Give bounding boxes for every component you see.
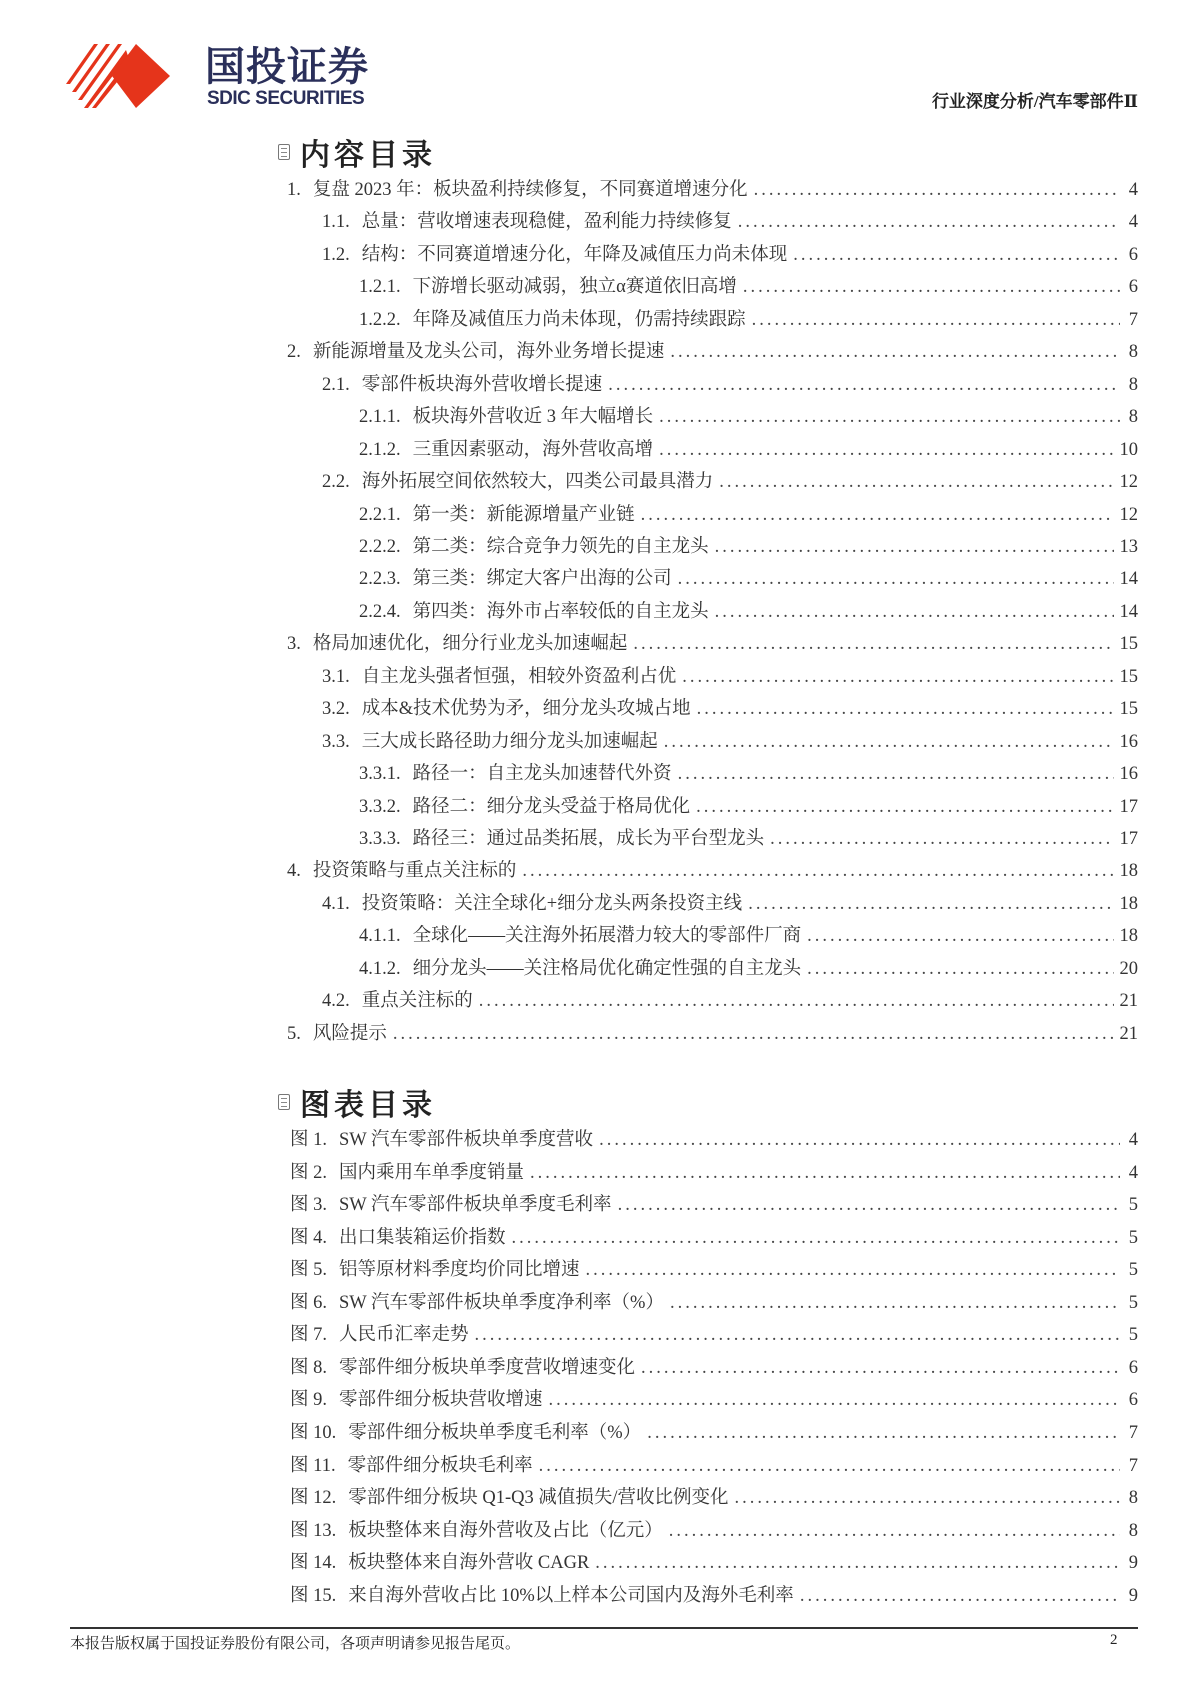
toc-entry[interactable] xyxy=(359,502,1138,528)
figure-entry[interactable] xyxy=(290,1583,1138,1609)
dot-leader xyxy=(618,1192,1120,1218)
dot-leader xyxy=(793,242,1120,268)
entry-title[interactable]: SW 汽车零部件板块单季度净利率（%） xyxy=(339,1292,664,1313)
entry-title[interactable]: SW 汽车零部件板块单季度营收 xyxy=(339,1130,594,1150)
dot-leader xyxy=(659,437,1113,463)
entry-number: 4.1. xyxy=(322,893,350,914)
entry-page: 7 xyxy=(1128,1422,1138,1443)
figure-entry[interactable] xyxy=(290,1453,1138,1479)
dot-leader xyxy=(738,209,1120,235)
dot-leader xyxy=(807,956,1113,982)
dot-leader xyxy=(647,1420,1120,1446)
dot-leader xyxy=(475,1322,1120,1348)
entry-title[interactable]: 零部件细分板块单季度毛利率（%） xyxy=(348,1422,642,1443)
toc-entry[interactable] xyxy=(322,891,1138,917)
dot-leader xyxy=(682,664,1113,690)
entry-number: 4.1.1. xyxy=(359,926,401,947)
entry-number: 图 2. xyxy=(290,1162,328,1183)
entry-title[interactable]: 复盘 2023 年：板块盈利持续修复，不同赛道增速分化 xyxy=(312,180,748,200)
figure-entry[interactable] xyxy=(290,1387,1138,1413)
entry-page: 14 xyxy=(1119,569,1138,590)
dot-leader xyxy=(549,1387,1120,1413)
entry-title[interactable]: 三大成长路径助力细分龙头加速崛起 xyxy=(361,731,658,752)
dot-leader xyxy=(595,1550,1120,1576)
dot-leader xyxy=(807,923,1113,949)
entry-number: 3.2. xyxy=(322,699,350,720)
entry-page: 8 xyxy=(1128,1520,1138,1541)
entry-title[interactable]: 成本&技术优势为矛，细分龙头攻城占地 xyxy=(361,699,691,720)
entry-number: 4.2. xyxy=(322,991,350,1012)
toc-entry[interactable] xyxy=(287,1021,1138,1047)
entry-number: 2.1.2. xyxy=(359,439,401,460)
dot-leader xyxy=(735,1485,1120,1511)
entry-title[interactable]: 海外拓展空间依然较大，四类公司最具潜力 xyxy=(361,472,714,493)
toc-entry[interactable] xyxy=(322,372,1138,398)
entry-page: 7 xyxy=(1128,309,1138,330)
entry-title[interactable]: 年降及减值压力尚未体现，仍需持续跟踪 xyxy=(412,309,746,330)
dot-leader xyxy=(599,1127,1120,1153)
footer-disclaimer: 本报告版权属于国投证券股份有限公司，各项声明请参见报告尾页。 xyxy=(70,1636,521,1652)
figure-entry[interactable] xyxy=(290,1257,1138,1283)
page-number: 2 xyxy=(1110,1632,1118,1648)
dot-leader xyxy=(633,631,1113,657)
toc-entry[interactable] xyxy=(359,534,1138,560)
dot-leader xyxy=(393,1021,1114,1047)
footer-divider xyxy=(70,1627,1138,1629)
toc-entry[interactable] xyxy=(287,631,1138,657)
entry-page: 18 xyxy=(1119,861,1138,882)
entry-number: 图 6. xyxy=(290,1292,328,1313)
dot-leader xyxy=(678,761,1114,787)
toc-entry[interactable] xyxy=(322,988,1138,1014)
entry-page: 17 xyxy=(1119,796,1138,817)
entry-page: 5 xyxy=(1128,1292,1138,1313)
entry-title[interactable]: 零部件细分板块 Q1-Q3 减值损失/营收比例变化 xyxy=(348,1488,729,1509)
entry-page: 6 xyxy=(1128,244,1138,265)
figure-entry[interactable] xyxy=(290,1290,1138,1316)
dot-leader xyxy=(748,891,1113,917)
entry-number: 2.2.1. xyxy=(359,504,401,525)
toc-entry[interactable] xyxy=(359,956,1138,982)
figure-entry[interactable] xyxy=(290,1192,1138,1218)
entry-number: 3.3. xyxy=(322,731,350,752)
toc-entry[interactable] xyxy=(322,209,1138,235)
entry-title[interactable]: 第一类：新能源增量产业链 xyxy=(412,504,635,525)
toc-entry[interactable] xyxy=(359,437,1138,463)
toc-entry[interactable] xyxy=(287,858,1138,884)
entry-number: 图 11. xyxy=(290,1455,336,1476)
dot-leader xyxy=(664,729,1114,755)
entry-page: 9 xyxy=(1128,1585,1138,1606)
toc-entry[interactable] xyxy=(322,469,1138,495)
entry-page: 21 xyxy=(1119,991,1138,1012)
entry-number: 2.1. xyxy=(322,374,350,395)
entry-title[interactable]: 第二类：综合竞争力领先的自主龙头 xyxy=(412,536,709,557)
figure-entry[interactable] xyxy=(290,1127,1138,1153)
brand-name-cn: 国投证券 xyxy=(205,44,369,90)
entry-number: 图 5. xyxy=(290,1260,328,1281)
entry-page: 21 xyxy=(1119,1023,1138,1044)
entry-title[interactable]: 国内乘用车单季度销量 xyxy=(339,1162,525,1183)
entry-title[interactable]: 第四类：海外市占率较低的自主龙头 xyxy=(412,601,709,622)
entry-number: 4.1.2. xyxy=(359,958,401,979)
entry-number: 2.2.2. xyxy=(359,536,401,557)
entry-title[interactable]: 板块整体来自海外营收及占比（亿元） xyxy=(348,1520,663,1541)
dot-leader xyxy=(715,534,1114,560)
entry-page: 17 xyxy=(1119,829,1138,849)
report-type: 行业深度分析/汽车零部件Ⅱ xyxy=(931,92,1138,111)
entry-title[interactable]: 人民币汇率走势 xyxy=(339,1325,469,1346)
dot-leader xyxy=(670,1290,1120,1316)
entry-page: 5 xyxy=(1128,1325,1138,1346)
entry-page: 4 xyxy=(1128,212,1138,233)
entry-title[interactable]: 风险提示 xyxy=(312,1023,387,1044)
entry-title[interactable]: 新能源增量及龙头公司，海外业务增长提速 xyxy=(312,342,665,363)
entry-number: 1. xyxy=(287,180,301,200)
entry-number: 1.2. xyxy=(322,244,350,265)
entry-page: 20 xyxy=(1119,958,1138,979)
entry-page: 12 xyxy=(1119,504,1138,525)
entry-title[interactable]: 路径三：通过品类拓展，成长为平台型龙头 xyxy=(412,829,765,849)
toc-entry[interactable] xyxy=(322,242,1138,268)
document-icon xyxy=(278,144,290,160)
entry-page: 8 xyxy=(1128,374,1138,395)
entry-page: 8 xyxy=(1128,1488,1138,1509)
entry-number: 2.2.4. xyxy=(359,601,401,622)
entry-number: 2. xyxy=(287,342,301,363)
entry-number: 3.3.2. xyxy=(359,796,401,817)
entry-page: 5 xyxy=(1128,1260,1138,1281)
entry-number: 1.2.1. xyxy=(359,277,401,298)
dot-leader xyxy=(696,794,1113,820)
entry-number: 图 15. xyxy=(290,1585,337,1606)
entry-page: 4 xyxy=(1128,1130,1138,1150)
toc-entry[interactable] xyxy=(359,566,1138,592)
entry-page: 15 xyxy=(1119,666,1138,687)
entry-number: 2.2. xyxy=(322,472,350,493)
entry-title[interactable]: 路径二：细分龙头受益于格局优化 xyxy=(412,796,691,817)
entry-number: 3.3.3. xyxy=(359,829,401,849)
entry-page: 6 xyxy=(1128,1390,1138,1411)
figure-entry[interactable] xyxy=(290,1355,1138,1381)
dot-leader xyxy=(752,307,1120,333)
entry-page: 15 xyxy=(1119,699,1138,720)
entry-page: 8 xyxy=(1128,407,1138,428)
entry-title[interactable]: 总量：营收增速表现稳健，盈利能力持续修复 xyxy=(361,212,732,233)
entry-number: 图 9. xyxy=(290,1390,328,1411)
figures-heading xyxy=(278,1080,436,1124)
entry-page: 12 xyxy=(1119,472,1138,493)
entry-number: 3.1. xyxy=(322,666,350,687)
entry-number: 3.3.1. xyxy=(359,764,401,785)
entry-title[interactable]: 重点关注标的 xyxy=(361,991,473,1012)
toc-entry[interactable] xyxy=(359,923,1138,949)
entry-number: 图 12. xyxy=(290,1488,337,1509)
toc-entry[interactable] xyxy=(359,274,1138,300)
dot-leader xyxy=(719,469,1113,495)
figure-entry[interactable] xyxy=(290,1160,1138,1186)
entry-page: 13 xyxy=(1119,536,1138,557)
entry-page: 18 xyxy=(1119,893,1138,914)
entry-page: 5 xyxy=(1128,1227,1138,1248)
entry-title[interactable]: 自主龙头强者恒强，相较外资盈利占优 xyxy=(361,666,677,687)
entry-page: 4 xyxy=(1128,1162,1138,1183)
dot-leader xyxy=(479,988,1114,1014)
entry-number: 3. xyxy=(287,634,301,655)
entry-number: 图 7. xyxy=(290,1325,328,1346)
dot-leader xyxy=(678,566,1114,592)
figure-entry[interactable] xyxy=(290,1225,1138,1251)
toc-title: 内容目录 xyxy=(300,139,436,172)
entry-page: 6 xyxy=(1128,277,1138,298)
entry-title[interactable]: 三重因素驱动，海外营收高增 xyxy=(412,439,654,460)
toc-entry[interactable] xyxy=(359,794,1138,820)
entry-title[interactable]: 零部件细分板块毛利率 xyxy=(347,1455,533,1476)
figure-entry[interactable] xyxy=(290,1485,1138,1511)
entry-number: 2.1.1. xyxy=(359,407,401,428)
entry-number: 图 4. xyxy=(290,1227,328,1248)
dot-leader xyxy=(530,1160,1120,1186)
dot-leader xyxy=(586,1257,1120,1283)
entry-title[interactable]: 格局加速优化，细分行业龙头加速崛起 xyxy=(312,634,628,655)
entry-page: 18 xyxy=(1119,926,1138,947)
entry-title[interactable]: 路径一：自主龙头加速替代外资 xyxy=(412,764,672,785)
entry-page: 8 xyxy=(1128,342,1138,363)
dot-leader xyxy=(522,858,1113,884)
figures-title: 图表目录 xyxy=(300,1089,436,1122)
entry-page: 10 xyxy=(1119,439,1138,460)
entry-number: 图 13. xyxy=(290,1520,337,1541)
toc-entry[interactable] xyxy=(322,729,1138,755)
entry-number: 2.2.3. xyxy=(359,569,401,590)
entry-title[interactable]: 零部件细分板块营收增速 xyxy=(339,1390,543,1411)
dot-leader xyxy=(641,1355,1120,1381)
entry-title[interactable]: 零部件板块海外营收增长提速 xyxy=(361,374,603,395)
toc-entry[interactable] xyxy=(359,826,1138,852)
toc-entry[interactable] xyxy=(359,761,1138,787)
entry-title[interactable]: 下游增长驱动减弱，独立α赛道依旧高增 xyxy=(412,277,737,298)
entry-title[interactable]: 全球化——关注海外拓展潜力较大的零部件厂商 xyxy=(412,926,802,947)
toc-heading xyxy=(278,130,436,174)
entry-number: 5. xyxy=(287,1023,301,1044)
toc-entry[interactable] xyxy=(322,696,1138,722)
entry-title[interactable]: 板块整体来自海外营收 CAGR xyxy=(348,1553,590,1574)
entry-title[interactable]: 零部件细分板块单季度营收增速变化 xyxy=(339,1357,636,1378)
entry-title[interactable]: 细分龙头——关注格局优化确定性强的自主龙头 xyxy=(412,958,802,979)
dot-leader xyxy=(800,1583,1120,1609)
entry-number: 图 1. xyxy=(290,1130,328,1150)
entry-page: 7 xyxy=(1128,1455,1138,1476)
dot-leader xyxy=(608,372,1120,398)
entry-title[interactable]: 投资策略与重点关注标的 xyxy=(312,861,517,882)
entry-page: 6 xyxy=(1128,1357,1138,1378)
sdic-logo-mark xyxy=(66,44,192,108)
entry-page: 16 xyxy=(1119,731,1138,752)
toc-entry[interactable] xyxy=(287,177,1138,203)
entry-page: 16 xyxy=(1119,764,1138,785)
toc-entry[interactable] xyxy=(322,664,1138,690)
dot-leader xyxy=(743,274,1120,300)
figure-entry[interactable] xyxy=(290,1322,1138,1348)
entry-page: 14 xyxy=(1119,601,1138,622)
brand-name-en: SDIC SECURITIES xyxy=(207,88,365,109)
dot-leader xyxy=(659,404,1120,430)
entry-title[interactable]: 板块海外营收近 3 年大幅增长 xyxy=(412,407,654,428)
entry-title[interactable]: 投资策略：关注全球化+细分龙头两条投资主线 xyxy=(361,893,743,914)
figure-entry[interactable] xyxy=(290,1550,1138,1576)
dot-leader xyxy=(670,339,1120,365)
toc-entry[interactable] xyxy=(359,599,1138,625)
entry-title[interactable]: SW 汽车零部件板块单季度毛利率 xyxy=(339,1195,612,1216)
entry-title[interactable]: 第三类：绑定大客户出海的公司 xyxy=(412,569,672,590)
entry-page: 9 xyxy=(1128,1553,1138,1574)
entry-title[interactable]: 结构：不同赛道增速分化，年降及减值压力尚未体现 xyxy=(361,244,788,265)
entry-number: 1.2.2. xyxy=(359,309,401,330)
entry-number: 图 3. xyxy=(290,1195,328,1216)
dot-leader xyxy=(715,599,1114,625)
dot-leader xyxy=(770,826,1113,852)
dot-leader xyxy=(697,696,1114,722)
entry-number: 图 14. xyxy=(290,1553,337,1574)
dot-leader xyxy=(669,1518,1120,1544)
entry-number: 图 10. xyxy=(290,1422,337,1443)
document-icon xyxy=(278,1094,290,1110)
toc-entry[interactable] xyxy=(359,404,1138,430)
entry-page: 15 xyxy=(1119,634,1138,655)
entry-number: 4. xyxy=(287,861,301,882)
entry-title[interactable]: 出口集装箱运价指数 xyxy=(339,1227,506,1248)
dot-leader xyxy=(512,1225,1120,1251)
figure-entry[interactable] xyxy=(290,1518,1138,1544)
dot-leader xyxy=(641,502,1114,528)
entry-number: 1.1. xyxy=(322,212,350,233)
toc-entry[interactable] xyxy=(359,307,1138,333)
entry-title[interactable]: 铝等原材料季度均价同比增速 xyxy=(339,1260,580,1281)
entry-number: 图 8. xyxy=(290,1357,328,1378)
figure-entry[interactable] xyxy=(290,1420,1138,1446)
entry-page: 4 xyxy=(1128,180,1138,200)
entry-page: 5 xyxy=(1128,1195,1138,1216)
entry-title[interactable]: 来自海外营收占比 10%以上样本公司国内及海外毛利率 xyxy=(348,1585,794,1606)
dot-leader xyxy=(754,177,1120,203)
dot-leader xyxy=(539,1453,1120,1479)
toc-entry[interactable] xyxy=(287,339,1138,365)
